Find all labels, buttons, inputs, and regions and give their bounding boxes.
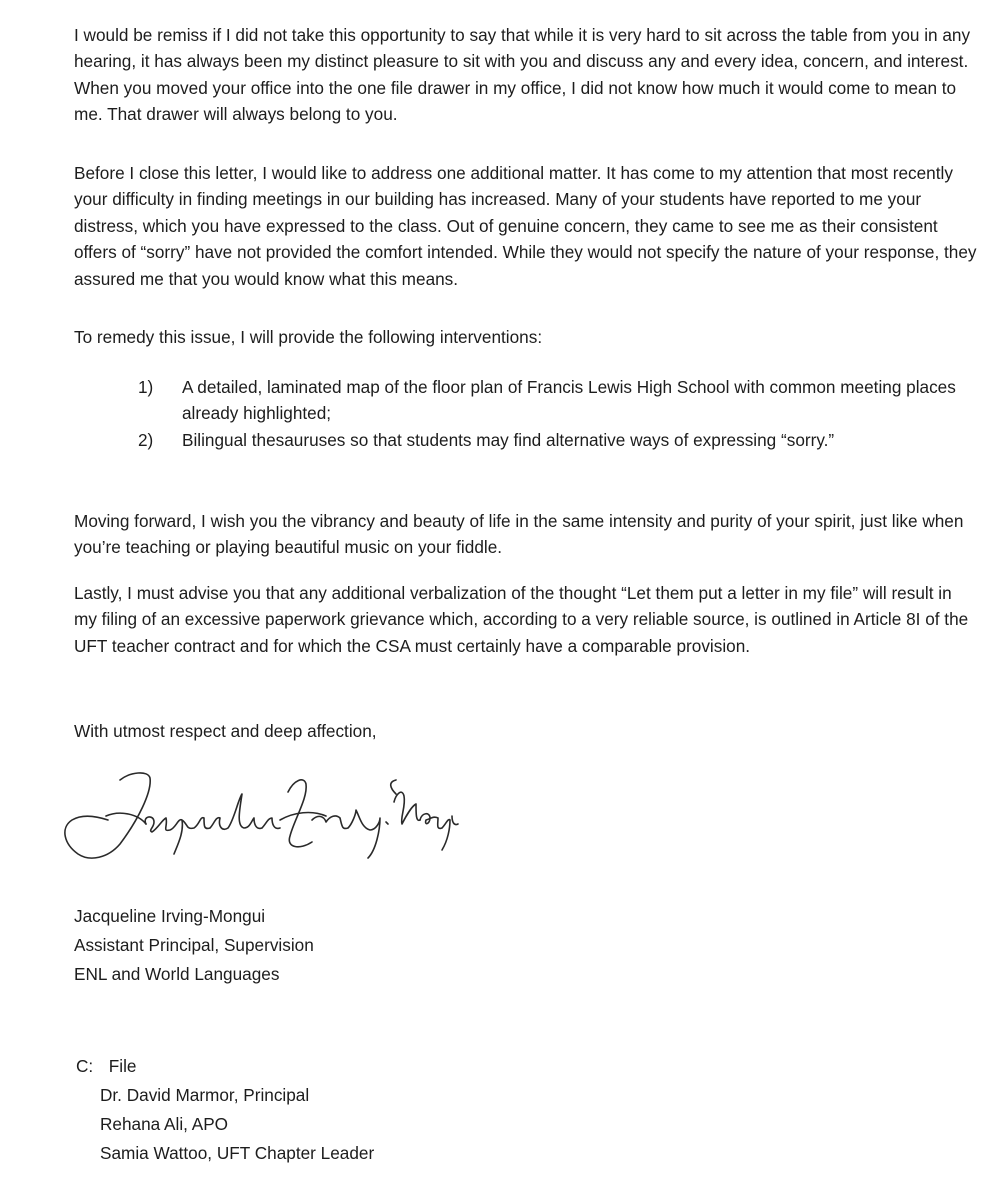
closing-line: With utmost respect and deep affection, <box>74 721 377 741</box>
carbon-copy-list <box>76 1052 676 1168</box>
list-item-text: A detailed, laminated map of the floor plan of Francis Lewis High School with common meeting places already highlighted; <box>182 377 956 424</box>
signer-department: ENL and World Languages <box>74 964 280 984</box>
signer-title: Assistant Principal, Supervision <box>74 935 314 955</box>
cc-label: C: <box>76 1056 94 1076</box>
list-item <box>138 427 968 453</box>
cc-first-row <box>76 1052 676 1081</box>
signer-block <box>74 902 674 989</box>
cc-recipient: Dr. David Marmor, Principal <box>100 1085 310 1105</box>
body-paragraph-moving-forward: Moving forward, I wish you the vibrancy and beauty of life in the same intensity and purity of your spirit, just like when you’re teaching or playing beautiful music on your fiddle. <box>74 511 964 558</box>
body-paragraph-remiss: I would be remiss if I did not take this opportunity to say that while it is very hard to sit across the table from you in any hearing, it has always been my distinct pleasure to sit with you and discuss any and every idea, concern, and interest. When you moved your office into the one file drawer in my office, I did not know how much it would come to mean to me. That drawer will always belong to you. <box>74 25 971 125</box>
body-paragraph-additional-matter: Before I close this letter, I would like to address one additional matter. It has come to my attention that most recently your difficulty in finding meetings in our building has increased. Many of your students have reported to me your distress, which you have expressed to the class. Out of genuine concern, they came to see me as their consistent offers of “sorry” have not provided the comfort intended. While they would not specify the nature of your response, they assured me that you would know what this means. <box>74 163 977 289</box>
signer-name: Jacqueline Irving-Mongui <box>74 906 266 926</box>
interventions-list <box>138 374 968 453</box>
list-item <box>138 374 968 427</box>
handwritten-signature <box>50 758 460 868</box>
list-item-text: Bilingual thesauruses so that students may find alternative ways of expressing “sorry.” <box>182 429 835 450</box>
body-paragraph-lastly: Lastly, I must advise you that any additional verbalization of the thought “Let them put a letter in my file” will result in my filing of an excessive paperwork grievance which, according to a very reliable source, is outlined in Article 8I of the UFT teacher contract and for which the CSA must certainly have a comparable provision. <box>74 583 969 656</box>
list-item-number: 1) <box>138 377 154 397</box>
cc-recipient: Samia Wattoo, UFT Chapter Leader <box>100 1143 375 1163</box>
cc-file: File <box>108 1056 137 1076</box>
cc-recipient: Rehana Ali, APO <box>100 1114 229 1134</box>
list-item-number: 2) <box>138 429 154 450</box>
body-paragraph-remedy: To remedy this issue, I will provide the following interventions: <box>74 327 543 347</box>
